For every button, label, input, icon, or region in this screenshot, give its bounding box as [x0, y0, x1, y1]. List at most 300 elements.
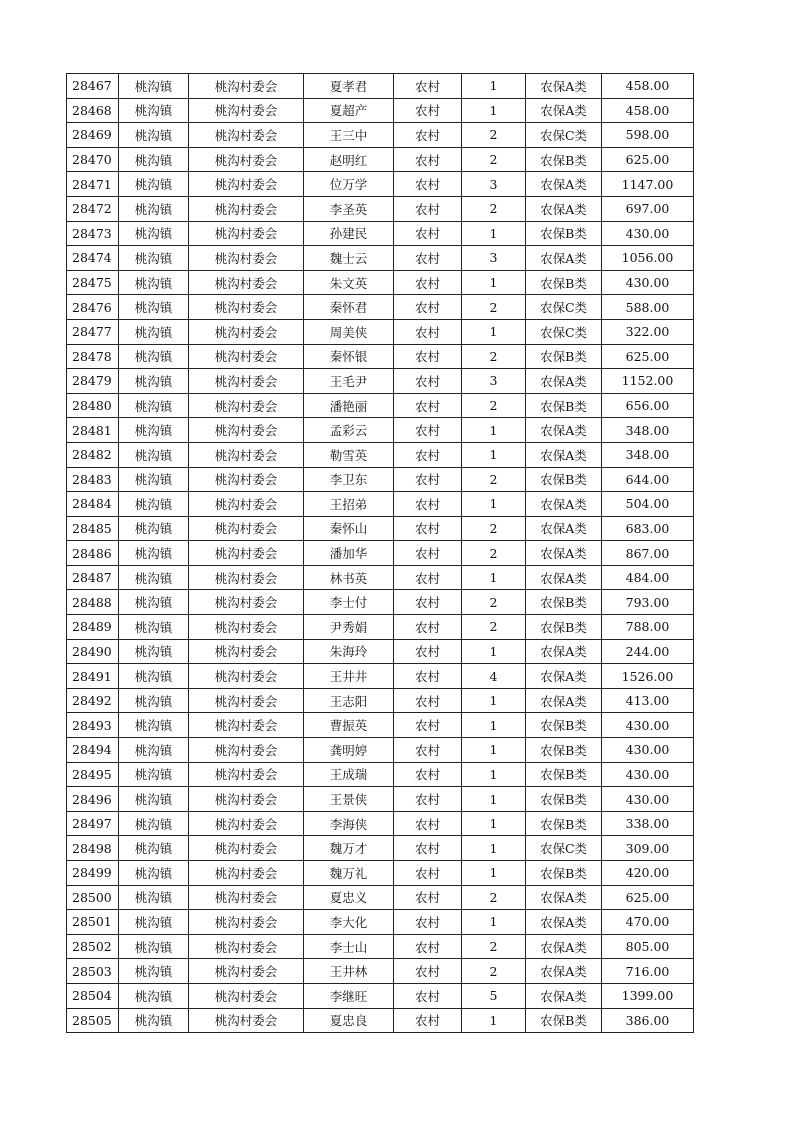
amount-cell: 430.00 [602, 270, 694, 295]
insurance-category-cell: 农保B类 [526, 787, 602, 812]
record-id-cell: 28471 [67, 172, 119, 197]
household-type-cell: 农村 [394, 1008, 462, 1033]
record-id-cell: 28505 [67, 1008, 119, 1033]
table-row [67, 885, 694, 910]
family-size-cell: 1 [462, 442, 526, 467]
record-id-cell: 28502 [67, 934, 119, 959]
table-row [67, 713, 694, 738]
village-committee-cell: 桃沟村委会 [189, 319, 304, 344]
record-id-cell: 28504 [67, 983, 119, 1008]
household-type-cell: 农村 [394, 196, 462, 221]
insurance-category-cell: 农保B类 [526, 713, 602, 738]
table-row [67, 861, 694, 886]
amount-cell: 1399.00 [602, 983, 694, 1008]
record-id-cell: 28469 [67, 123, 119, 148]
insurance-category-cell: 农保A类 [526, 196, 602, 221]
insurance-category-cell: 农保A类 [526, 492, 602, 517]
family-size-cell: 5 [462, 983, 526, 1008]
village-committee-cell: 桃沟村委会 [189, 861, 304, 886]
person-name-cell: 王毛尹 [304, 369, 394, 394]
record-id-cell: 28500 [67, 885, 119, 910]
family-size-cell: 1 [462, 836, 526, 861]
table-row [67, 319, 694, 344]
person-name-cell: 王三中 [304, 123, 394, 148]
table-row [67, 615, 694, 640]
record-id-cell: 28472 [67, 196, 119, 221]
village-committee-cell: 桃沟村委会 [189, 713, 304, 738]
record-id-cell: 28488 [67, 590, 119, 615]
household-type-cell: 农村 [394, 811, 462, 836]
household-type-cell: 农村 [394, 959, 462, 984]
household-type-cell: 农村 [394, 713, 462, 738]
insurance-category-cell: 农保B类 [526, 811, 602, 836]
village-committee-cell: 桃沟村委会 [189, 196, 304, 221]
amount-cell: 470.00 [602, 910, 694, 935]
insurance-category-cell: 农保A类 [526, 172, 602, 197]
family-size-cell: 3 [462, 246, 526, 271]
household-type-cell: 农村 [394, 123, 462, 148]
insurance-category-cell: 农保A类 [526, 983, 602, 1008]
village-committee-cell: 桃沟村委会 [189, 885, 304, 910]
person-name-cell: 魏士云 [304, 246, 394, 271]
person-name-cell: 尹秀娟 [304, 615, 394, 640]
amount-cell: 430.00 [602, 738, 694, 763]
household-type-cell: 农村 [394, 688, 462, 713]
town-cell: 桃沟镇 [119, 147, 189, 172]
person-name-cell: 勒雪英 [304, 442, 394, 467]
family-size-cell: 2 [462, 934, 526, 959]
person-name-cell: 秦怀银 [304, 344, 394, 369]
village-committee-cell: 桃沟村委会 [189, 147, 304, 172]
village-committee-cell: 桃沟村委会 [189, 541, 304, 566]
record-id-cell: 28467 [67, 74, 119, 99]
amount-cell: 805.00 [602, 934, 694, 959]
family-size-cell: 1 [462, 713, 526, 738]
town-cell: 桃沟镇 [119, 246, 189, 271]
table-row [67, 147, 694, 172]
village-committee-cell: 桃沟村委会 [189, 492, 304, 517]
town-cell: 桃沟镇 [119, 959, 189, 984]
household-type-cell: 农村 [394, 590, 462, 615]
record-id-cell: 28497 [67, 811, 119, 836]
person-name-cell: 曹振英 [304, 713, 394, 738]
beneficiary-table [66, 73, 694, 1033]
town-cell: 桃沟镇 [119, 910, 189, 935]
insurance-category-cell: 农保B类 [526, 467, 602, 492]
town-cell: 桃沟镇 [119, 934, 189, 959]
insurance-category-cell: 农保C类 [526, 295, 602, 320]
town-cell: 桃沟镇 [119, 442, 189, 467]
person-name-cell: 朱文英 [304, 270, 394, 295]
record-id-cell: 28470 [67, 147, 119, 172]
village-committee-cell: 桃沟村委会 [189, 738, 304, 763]
village-committee-cell: 桃沟村委会 [189, 295, 304, 320]
table-row [67, 442, 694, 467]
household-type-cell: 农村 [394, 344, 462, 369]
record-id-cell: 28496 [67, 787, 119, 812]
amount-cell: 430.00 [602, 713, 694, 738]
town-cell: 桃沟镇 [119, 811, 189, 836]
household-type-cell: 农村 [394, 541, 462, 566]
record-id-cell: 28498 [67, 836, 119, 861]
village-committee-cell: 桃沟村委会 [189, 762, 304, 787]
person-name-cell: 李大化 [304, 910, 394, 935]
insurance-category-cell: 农保A类 [526, 541, 602, 566]
table-row [67, 541, 694, 566]
household-type-cell: 农村 [394, 98, 462, 123]
village-committee-cell: 桃沟村委会 [189, 811, 304, 836]
insurance-category-cell: 农保A类 [526, 639, 602, 664]
amount-cell: 458.00 [602, 74, 694, 99]
amount-cell: 1152.00 [602, 369, 694, 394]
village-committee-cell: 桃沟村委会 [189, 639, 304, 664]
insurance-category-cell: 农保B类 [526, 344, 602, 369]
village-committee-cell: 桃沟村委会 [189, 467, 304, 492]
village-committee-cell: 桃沟村委会 [189, 221, 304, 246]
person-name-cell: 赵明红 [304, 147, 394, 172]
family-size-cell: 1 [462, 762, 526, 787]
person-name-cell: 潘加华 [304, 541, 394, 566]
household-type-cell: 农村 [394, 442, 462, 467]
insurance-category-cell: 农保A类 [526, 959, 602, 984]
amount-cell: 348.00 [602, 418, 694, 443]
insurance-category-cell: 农保B类 [526, 221, 602, 246]
family-size-cell: 1 [462, 270, 526, 295]
table-row [67, 98, 694, 123]
table-row [67, 934, 694, 959]
amount-cell: 430.00 [602, 221, 694, 246]
record-id-cell: 28499 [67, 861, 119, 886]
record-id-cell: 28494 [67, 738, 119, 763]
record-id-cell: 28503 [67, 959, 119, 984]
table-row [67, 172, 694, 197]
person-name-cell: 位万学 [304, 172, 394, 197]
person-name-cell: 王井井 [304, 664, 394, 689]
record-id-cell: 28476 [67, 295, 119, 320]
table-row [67, 270, 694, 295]
record-id-cell: 28468 [67, 98, 119, 123]
record-id-cell: 28501 [67, 910, 119, 935]
person-name-cell: 潘艳丽 [304, 393, 394, 418]
table-row [67, 983, 694, 1008]
table-row [67, 1008, 694, 1033]
table-row [67, 688, 694, 713]
town-cell: 桃沟镇 [119, 369, 189, 394]
household-type-cell: 农村 [394, 738, 462, 763]
person-name-cell: 王井林 [304, 959, 394, 984]
village-committee-cell: 桃沟村委会 [189, 98, 304, 123]
village-committee-cell: 桃沟村委会 [189, 688, 304, 713]
village-committee-cell: 桃沟村委会 [189, 270, 304, 295]
household-type-cell: 农村 [394, 295, 462, 320]
amount-cell: 244.00 [602, 639, 694, 664]
amount-cell: 420.00 [602, 861, 694, 886]
village-committee-cell: 桃沟村委会 [189, 590, 304, 615]
household-type-cell: 农村 [394, 787, 462, 812]
insurance-category-cell: 农保A类 [526, 885, 602, 910]
household-type-cell: 农村 [394, 983, 462, 1008]
person-name-cell: 王景侠 [304, 787, 394, 812]
amount-cell: 683.00 [602, 516, 694, 541]
household-type-cell: 农村 [394, 74, 462, 99]
household-type-cell: 农村 [394, 516, 462, 541]
town-cell: 桃沟镇 [119, 319, 189, 344]
family-size-cell: 1 [462, 811, 526, 836]
table-row [67, 787, 694, 812]
record-id-cell: 28492 [67, 688, 119, 713]
village-committee-cell: 桃沟村委会 [189, 565, 304, 590]
family-size-cell: 1 [462, 861, 526, 886]
town-cell: 桃沟镇 [119, 393, 189, 418]
insurance-category-cell: 农保B类 [526, 861, 602, 886]
household-type-cell: 农村 [394, 467, 462, 492]
insurance-category-cell: 农保A类 [526, 74, 602, 99]
insurance-category-cell: 农保A类 [526, 98, 602, 123]
table-row [67, 418, 694, 443]
table-row [67, 221, 694, 246]
table-row [67, 196, 694, 221]
person-name-cell: 李卫东 [304, 467, 394, 492]
household-type-cell: 农村 [394, 418, 462, 443]
village-committee-cell: 桃沟村委会 [189, 172, 304, 197]
household-type-cell: 农村 [394, 172, 462, 197]
table-row [67, 74, 694, 99]
household-type-cell: 农村 [394, 565, 462, 590]
family-size-cell: 3 [462, 172, 526, 197]
town-cell: 桃沟镇 [119, 467, 189, 492]
amount-cell: 348.00 [602, 442, 694, 467]
person-name-cell: 王招弟 [304, 492, 394, 517]
town-cell: 桃沟镇 [119, 787, 189, 812]
family-size-cell: 1 [462, 688, 526, 713]
person-name-cell: 李继旺 [304, 983, 394, 1008]
amount-cell: 430.00 [602, 762, 694, 787]
table-row [67, 295, 694, 320]
table-row [67, 910, 694, 935]
family-size-cell: 2 [462, 344, 526, 369]
village-committee-cell: 桃沟村委会 [189, 344, 304, 369]
village-committee-cell: 桃沟村委会 [189, 516, 304, 541]
town-cell: 桃沟镇 [119, 590, 189, 615]
table-row [67, 467, 694, 492]
person-name-cell: 李士付 [304, 590, 394, 615]
family-size-cell: 2 [462, 393, 526, 418]
person-name-cell: 夏孝君 [304, 74, 394, 99]
amount-cell: 430.00 [602, 787, 694, 812]
town-cell: 桃沟镇 [119, 639, 189, 664]
table-row [67, 836, 694, 861]
village-committee-cell: 桃沟村委会 [189, 664, 304, 689]
family-size-cell: 2 [462, 467, 526, 492]
amount-cell: 386.00 [602, 1008, 694, 1033]
record-id-cell: 28475 [67, 270, 119, 295]
person-name-cell: 林书英 [304, 565, 394, 590]
record-id-cell: 28473 [67, 221, 119, 246]
record-id-cell: 28484 [67, 492, 119, 517]
town-cell: 桃沟镇 [119, 885, 189, 910]
amount-cell: 788.00 [602, 615, 694, 640]
family-size-cell: 1 [462, 319, 526, 344]
insurance-category-cell: 农保B类 [526, 270, 602, 295]
family-size-cell: 1 [462, 418, 526, 443]
town-cell: 桃沟镇 [119, 565, 189, 590]
table-row [67, 590, 694, 615]
person-name-cell: 王成瑞 [304, 762, 394, 787]
table-row [67, 762, 694, 787]
record-id-cell: 28495 [67, 762, 119, 787]
insurance-category-cell: 农保A类 [526, 664, 602, 689]
family-size-cell: 1 [462, 565, 526, 590]
village-committee-cell: 桃沟村委会 [189, 1008, 304, 1033]
amount-cell: 867.00 [602, 541, 694, 566]
insurance-category-cell: 农保A类 [526, 910, 602, 935]
person-name-cell: 李士山 [304, 934, 394, 959]
person-name-cell: 秦怀山 [304, 516, 394, 541]
family-size-cell: 2 [462, 196, 526, 221]
table-row [67, 393, 694, 418]
person-name-cell: 龚明婷 [304, 738, 394, 763]
record-id-cell: 28487 [67, 565, 119, 590]
person-name-cell: 周美侠 [304, 319, 394, 344]
record-id-cell: 28480 [67, 393, 119, 418]
record-id-cell: 28477 [67, 319, 119, 344]
amount-cell: 458.00 [602, 98, 694, 123]
table-row [67, 492, 694, 517]
table-row [67, 344, 694, 369]
town-cell: 桃沟镇 [119, 74, 189, 99]
household-type-cell: 农村 [394, 861, 462, 886]
person-name-cell: 朱海玲 [304, 639, 394, 664]
record-id-cell: 28493 [67, 713, 119, 738]
town-cell: 桃沟镇 [119, 713, 189, 738]
household-type-cell: 农村 [394, 369, 462, 394]
family-size-cell: 1 [462, 738, 526, 763]
household-type-cell: 农村 [394, 639, 462, 664]
family-size-cell: 1 [462, 1008, 526, 1033]
village-committee-cell: 桃沟村委会 [189, 123, 304, 148]
insurance-category-cell: 农保B类 [526, 615, 602, 640]
household-type-cell: 农村 [394, 270, 462, 295]
person-name-cell: 魏万才 [304, 836, 394, 861]
amount-cell: 322.00 [602, 319, 694, 344]
record-id-cell: 28481 [67, 418, 119, 443]
village-committee-cell: 桃沟村委会 [189, 983, 304, 1008]
amount-cell: 598.00 [602, 123, 694, 148]
record-id-cell: 28483 [67, 467, 119, 492]
record-id-cell: 28490 [67, 639, 119, 664]
town-cell: 桃沟镇 [119, 861, 189, 886]
table-row [67, 246, 694, 271]
amount-cell: 644.00 [602, 467, 694, 492]
amount-cell: 309.00 [602, 836, 694, 861]
person-name-cell: 夏超产 [304, 98, 394, 123]
person-name-cell: 孙建民 [304, 221, 394, 246]
household-type-cell: 农村 [394, 934, 462, 959]
family-size-cell: 1 [462, 492, 526, 517]
insurance-category-cell: 农保A类 [526, 442, 602, 467]
town-cell: 桃沟镇 [119, 196, 189, 221]
person-name-cell: 魏万礼 [304, 861, 394, 886]
amount-cell: 625.00 [602, 885, 694, 910]
village-committee-cell: 桃沟村委会 [189, 246, 304, 271]
village-committee-cell: 桃沟村委会 [189, 836, 304, 861]
record-id-cell: 28474 [67, 246, 119, 271]
town-cell: 桃沟镇 [119, 221, 189, 246]
amount-cell: 413.00 [602, 688, 694, 713]
person-name-cell: 王志阳 [304, 688, 394, 713]
insurance-category-cell: 农保A类 [526, 246, 602, 271]
town-cell: 桃沟镇 [119, 983, 189, 1008]
town-cell: 桃沟镇 [119, 836, 189, 861]
family-size-cell: 1 [462, 98, 526, 123]
amount-cell: 656.00 [602, 393, 694, 418]
table-row [67, 959, 694, 984]
village-committee-cell: 桃沟村委会 [189, 959, 304, 984]
village-committee-cell: 桃沟村委会 [189, 787, 304, 812]
town-cell: 桃沟镇 [119, 688, 189, 713]
household-type-cell: 农村 [394, 664, 462, 689]
insurance-category-cell: 农保A类 [526, 934, 602, 959]
table-row [67, 123, 694, 148]
household-type-cell: 农村 [394, 885, 462, 910]
amount-cell: 484.00 [602, 565, 694, 590]
table-row [67, 639, 694, 664]
family-size-cell: 1 [462, 910, 526, 935]
village-committee-cell: 桃沟村委会 [189, 418, 304, 443]
village-committee-cell: 桃沟村委会 [189, 934, 304, 959]
insurance-category-cell: 农保A类 [526, 418, 602, 443]
table-row [67, 738, 694, 763]
record-id-cell: 28478 [67, 344, 119, 369]
family-size-cell: 1 [462, 639, 526, 664]
insurance-category-cell: 农保C类 [526, 836, 602, 861]
family-size-cell: 2 [462, 516, 526, 541]
town-cell: 桃沟镇 [119, 762, 189, 787]
town-cell: 桃沟镇 [119, 738, 189, 763]
family-size-cell: 2 [462, 541, 526, 566]
table-row [67, 369, 694, 394]
record-id-cell: 28491 [67, 664, 119, 689]
family-size-cell: 2 [462, 615, 526, 640]
table-row [67, 811, 694, 836]
insurance-category-cell: 农保C类 [526, 319, 602, 344]
town-cell: 桃沟镇 [119, 344, 189, 369]
amount-cell: 793.00 [602, 590, 694, 615]
amount-cell: 1056.00 [602, 246, 694, 271]
amount-cell: 1526.00 [602, 664, 694, 689]
village-committee-cell: 桃沟村委会 [189, 615, 304, 640]
amount-cell: 1147.00 [602, 172, 694, 197]
amount-cell: 697.00 [602, 196, 694, 221]
family-size-cell: 2 [462, 147, 526, 172]
table-body [67, 74, 694, 1033]
table-row [67, 516, 694, 541]
village-committee-cell: 桃沟村委会 [189, 442, 304, 467]
person-name-cell: 李圣英 [304, 196, 394, 221]
person-name-cell: 夏忠义 [304, 885, 394, 910]
town-cell: 桃沟镇 [119, 1008, 189, 1033]
village-committee-cell: 桃沟村委会 [189, 393, 304, 418]
family-size-cell: 2 [462, 590, 526, 615]
household-type-cell: 农村 [394, 836, 462, 861]
town-cell: 桃沟镇 [119, 123, 189, 148]
insurance-category-cell: 农保B类 [526, 590, 602, 615]
person-name-cell: 夏忠良 [304, 1008, 394, 1033]
town-cell: 桃沟镇 [119, 270, 189, 295]
family-size-cell: 3 [462, 369, 526, 394]
household-type-cell: 农村 [394, 615, 462, 640]
insurance-category-cell: 农保B类 [526, 762, 602, 787]
